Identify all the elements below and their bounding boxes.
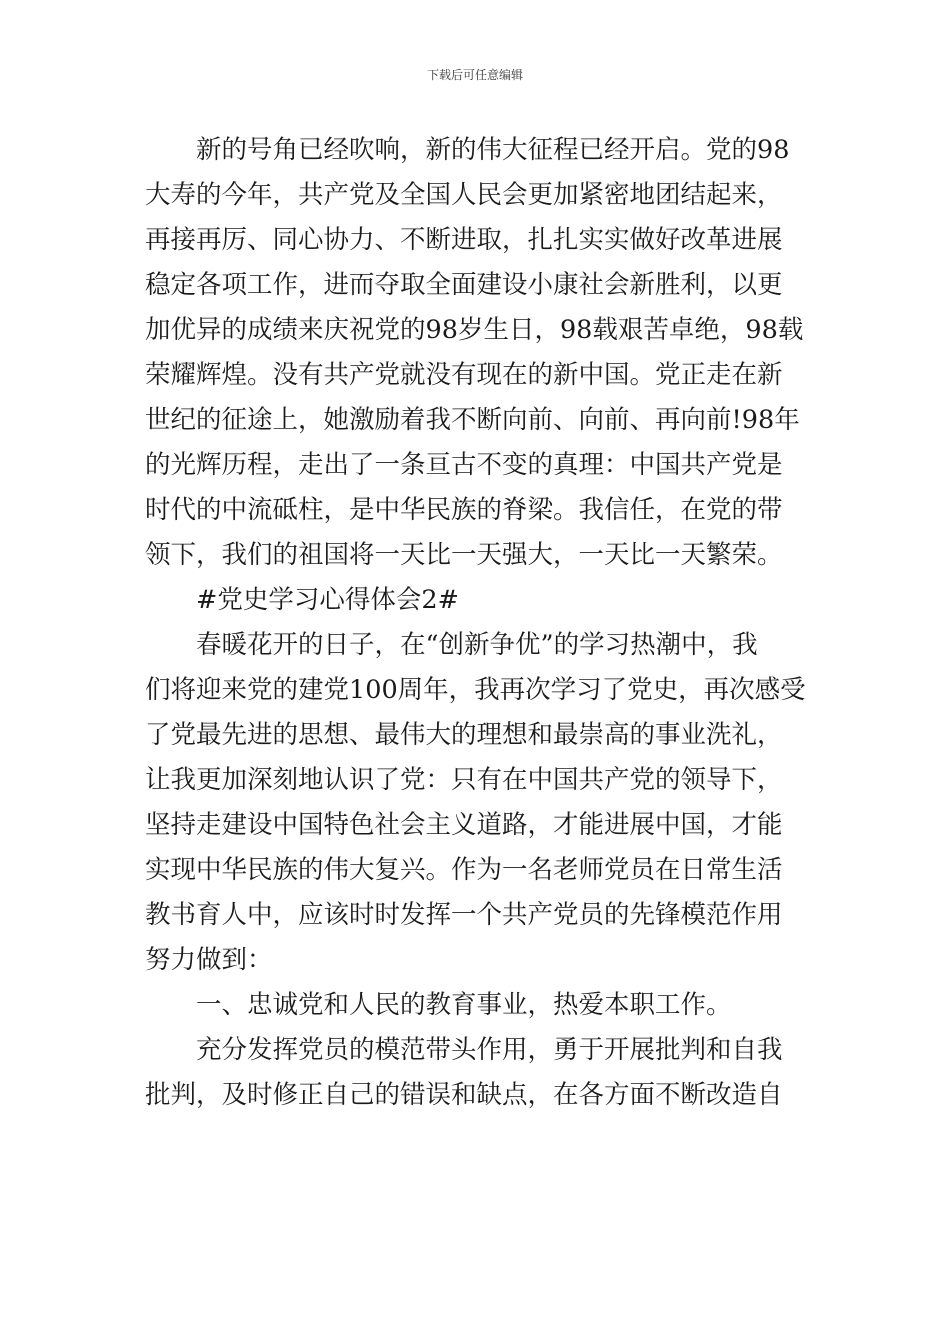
paragraph-line: 批判，及时修正自己的错误和缺点，在各方面不断改造自 [145, 1080, 783, 1110]
paragraph-line: 努力做到： [145, 945, 273, 975]
paragraph-line: 了党最先进的思想、最伟大的理想和最崇高的事业洗礼， [145, 720, 783, 750]
document-body [145, 128, 810, 1118]
paragraph-line: 们将迎来党的建党100周年，我再次学习了党史，再次感受 [145, 675, 806, 705]
paragraph-line: 春暖花开的日子，在“创新争优”的学习热潮中，我 [196, 630, 758, 660]
paragraph-line: 实现中华民族的伟大复兴。作为一名老师党员在日常生活 [145, 855, 783, 885]
paragraph-line: 稳定各项工作，进而夺取全面建设小康社会新胜利，以更 [145, 270, 783, 300]
paragraph-line: 教书育人中，应该时时发挥一个共产党员的先锋模范作用 [145, 900, 783, 930]
paragraph-line: 的光辉历程，走出了一条亘古不变的真理：中国共产党是 [145, 450, 783, 480]
paragraph-line: 时代的中流砥柱，是中华民族的脊梁。我信任，在党的带 [145, 495, 783, 525]
paragraph-line: 充分发挥党员的模范带头作用，勇于开展批判和自我 [196, 1035, 783, 1065]
paragraph-line: 坚持走建设中国特色社会主义道路，才能进展中国，才能 [145, 810, 783, 840]
page-header: 下载后可任意编辑 [426, 68, 523, 82]
paragraph-line: 一、忠诚党和人民的教育事业，热爱本职工作。 [196, 990, 732, 1020]
paragraph-line: 让我更加深刻地认识了党：只有在中国共产党的领导下， [145, 765, 783, 795]
paragraph-line: 世纪的征途上，她激励着我不断向前、向前、再向前!98年 [145, 405, 800, 435]
paragraph-line: 大寿的今年，共产党及全国人民会更加紧密地团结起来， [145, 180, 783, 210]
paragraph-line: 再接再厉、同心协力、不断进取，扎扎实实做好改革进展 [145, 225, 783, 255]
paragraph-line: 新的号角已经吹响，新的伟大征程已经开启。党的98 [196, 135, 790, 165]
paragraph-line: 领下，我们的祖国将一天比一天强大，一天比一天繁荣。 [145, 540, 783, 570]
paragraph-line: 荣耀辉煌。没有共产党就没有现在的新中国。党正走在新 [145, 360, 783, 390]
section-heading: #党史学习心得体会2# [196, 585, 459, 615]
paragraph-line: 加优异的成绩来庆祝党的98岁生日，98载艰苦卓绝，98载 [145, 315, 804, 345]
